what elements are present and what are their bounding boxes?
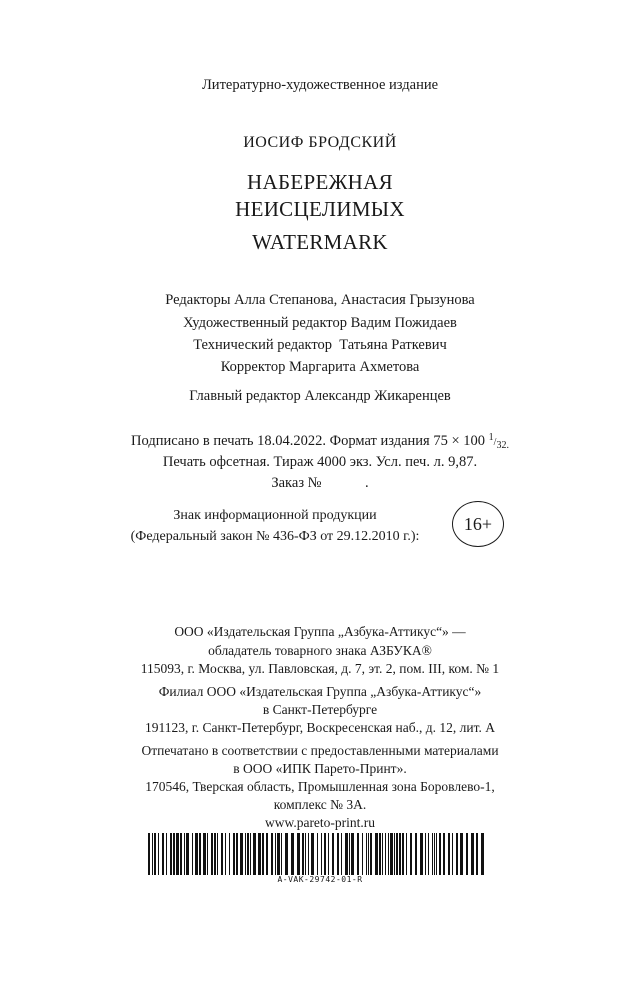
barcode-label: A-VAK-29742-01-R (277, 875, 363, 884)
barcode-bar (324, 833, 326, 875)
barcode-bar (285, 833, 288, 875)
barcode-bar (402, 833, 404, 875)
publisher-line: 191123, г. Санкт-Петербург, Воскресенская наб., д. 12, лит. А (145, 720, 495, 735)
barcode-bar (434, 833, 435, 875)
barcode-bar (297, 833, 300, 875)
barcode-bar (428, 833, 429, 875)
barcode-bar (460, 833, 463, 875)
barcode-bar (229, 833, 230, 875)
barcode-bar (186, 833, 189, 875)
barcode-bar (258, 833, 261, 875)
barcode-bar (399, 833, 401, 875)
barcode-bar (184, 833, 185, 875)
publisher-line: ООО «Издательская Группа „Азбука-Аттикус“» — (174, 624, 466, 639)
barcode-bar (357, 833, 359, 875)
printer-line: 170546, Тверская область, Промышленная зона Боровлево-1, (145, 779, 495, 794)
barcode-bar (266, 833, 268, 875)
barcode-bar (349, 833, 350, 875)
printer-website: www.pareto-print.ru (264, 815, 376, 830)
barcode-bar (328, 833, 329, 875)
barcode-bar (207, 833, 208, 875)
publisher-line: обладатель товарного знака АЗБУКА® (208, 643, 432, 658)
barcode-bar (345, 833, 348, 875)
sign-line-2: (Федеральный закон № 436-ФЗ от 29.12.2010 г.): (130, 529, 420, 544)
fraction-numerator: 1 (488, 432, 494, 443)
publisher-line: 115093, г. Москва, ул. Павловская, д. 7, эт. 2, пом. III, ком. № 1 (140, 661, 500, 676)
barcode-bar (425, 833, 426, 875)
barcode-bar (415, 833, 417, 875)
barcode-bar (240, 833, 243, 875)
barcode-bar (375, 833, 378, 875)
barcode-bar (476, 833, 478, 875)
barcode-bar (456, 833, 458, 875)
barcode-bar (390, 833, 393, 875)
credit-proofreader: Корректор Маргарита Ахметова (220, 359, 420, 375)
barcode-bar (214, 833, 216, 875)
barcode-bar (394, 833, 395, 875)
publisher-line: в Санкт-Петербурге (262, 702, 378, 717)
barcode-bar (195, 833, 198, 875)
order-number: Заказ № . (271, 475, 369, 491)
barcode-bar (225, 833, 226, 875)
barcode-bar (271, 833, 273, 875)
barcode-bar (388, 833, 389, 875)
barcode-bar (233, 833, 235, 875)
barcode-bar (281, 833, 282, 875)
barcode-bar (410, 833, 412, 875)
print-info-line-2: Печать офсетная. Тираж 4000 экз. Усл. печ. л. 9,87. (162, 454, 478, 470)
barcode-bar (466, 833, 468, 875)
barcode-bar (180, 833, 182, 875)
printer-line: Отпечатано в соответствии с предоставленными материалами (141, 743, 499, 758)
barcode-bar (305, 833, 306, 875)
barcode-bar (302, 833, 304, 875)
printer-line: в ООО «ИПК Парето-Принт». (233, 761, 407, 776)
barcode-bar (236, 833, 238, 875)
barcode-bar (406, 833, 407, 875)
book-title-line-3: WATERMARK (252, 230, 388, 254)
barcode-bar (420, 833, 423, 875)
author-name: ИОСИФ БРОДСКИЙ (243, 134, 397, 151)
barcode-bar (176, 833, 179, 875)
barcode-bar (158, 833, 159, 875)
barcode-graphic (148, 833, 488, 875)
fraction-denominator: 32 (496, 440, 507, 451)
barcode-bar (351, 833, 354, 875)
info-product-sign (110, 505, 440, 547)
barcode-bar (277, 833, 280, 875)
barcode-bar (308, 833, 309, 875)
publisher-line: Филиал ООО «Издательская Группа „Азбука-Аттикус“» (158, 684, 482, 699)
barcode-bar (245, 833, 246, 875)
print-info-text: Подписано в печать 18.04.2022. Формат издания 75 × 100 (131, 433, 486, 449)
barcode-bar (217, 833, 218, 875)
barcode-bar (443, 833, 445, 875)
barcode-bar (262, 833, 264, 875)
barcode-bar (192, 833, 193, 875)
barcode-bar (432, 833, 433, 875)
barcode-bar (199, 833, 201, 875)
sign-line-1: Знак информационной продукции (173, 508, 377, 523)
barcode-bar (275, 833, 276, 875)
print-info-line-1 (0, 433, 640, 450)
barcode-bar (385, 833, 386, 875)
barcode-bar (382, 833, 383, 875)
barcode-bar (250, 833, 251, 875)
barcode-bar (439, 833, 441, 875)
barcode-bar (148, 833, 150, 875)
credit-art-editor: Художественный редактор Вадим Пожидаев (183, 315, 457, 331)
barcode-bar (317, 833, 318, 875)
edition-genre: Литературно-художественное издание (201, 77, 439, 93)
printer-line: комплекс № 3А. (273, 797, 367, 812)
barcode-bar (452, 833, 453, 875)
barcode-bar (203, 833, 206, 875)
barcode-bar (370, 833, 372, 875)
book-title-line-2: НЕИСЦЕЛИМЫХ (235, 197, 405, 221)
barcode-bar (321, 833, 322, 875)
barcode-bar (341, 833, 342, 875)
barcode-bar (379, 833, 381, 875)
barcode-bar (471, 833, 474, 875)
barcode-bar (170, 833, 172, 875)
barcode-bar (337, 833, 339, 875)
age-rating-badge: 16+ (452, 501, 504, 547)
barcode-bar (253, 833, 256, 875)
barcode-bar (368, 833, 369, 875)
format-fraction: 1/32. (488, 432, 509, 451)
barcode-bar (154, 833, 156, 875)
barcode-bar (311, 833, 314, 875)
barcode-bar (247, 833, 249, 875)
barcode-bar (291, 833, 294, 875)
barcode-bar (396, 833, 398, 875)
barcode-bar (166, 833, 167, 875)
barcode-bar (332, 833, 334, 875)
barcode-bar (366, 833, 367, 875)
fraction-suffix: . (506, 440, 509, 451)
barcode-bar (448, 833, 450, 875)
barcode-bar (173, 833, 175, 875)
book-title-line-1: НАБЕРЕЖНАЯ (247, 170, 393, 194)
credit-editors: Редакторы Алла Степанова, Анастасия Грызунова (165, 292, 475, 308)
barcode-bar (162, 833, 164, 875)
credit-technical-editor: Технический редактор Татьяна Раткевич (193, 337, 447, 353)
barcode-bar (221, 833, 223, 875)
barcode-bar (436, 833, 437, 875)
barcode-bar (211, 833, 213, 875)
barcode-bar (481, 833, 484, 875)
chief-editor: Главный редактор Александр Жикаренцев (189, 388, 451, 404)
barcode-bar (362, 833, 363, 875)
barcode-bar (152, 833, 153, 875)
